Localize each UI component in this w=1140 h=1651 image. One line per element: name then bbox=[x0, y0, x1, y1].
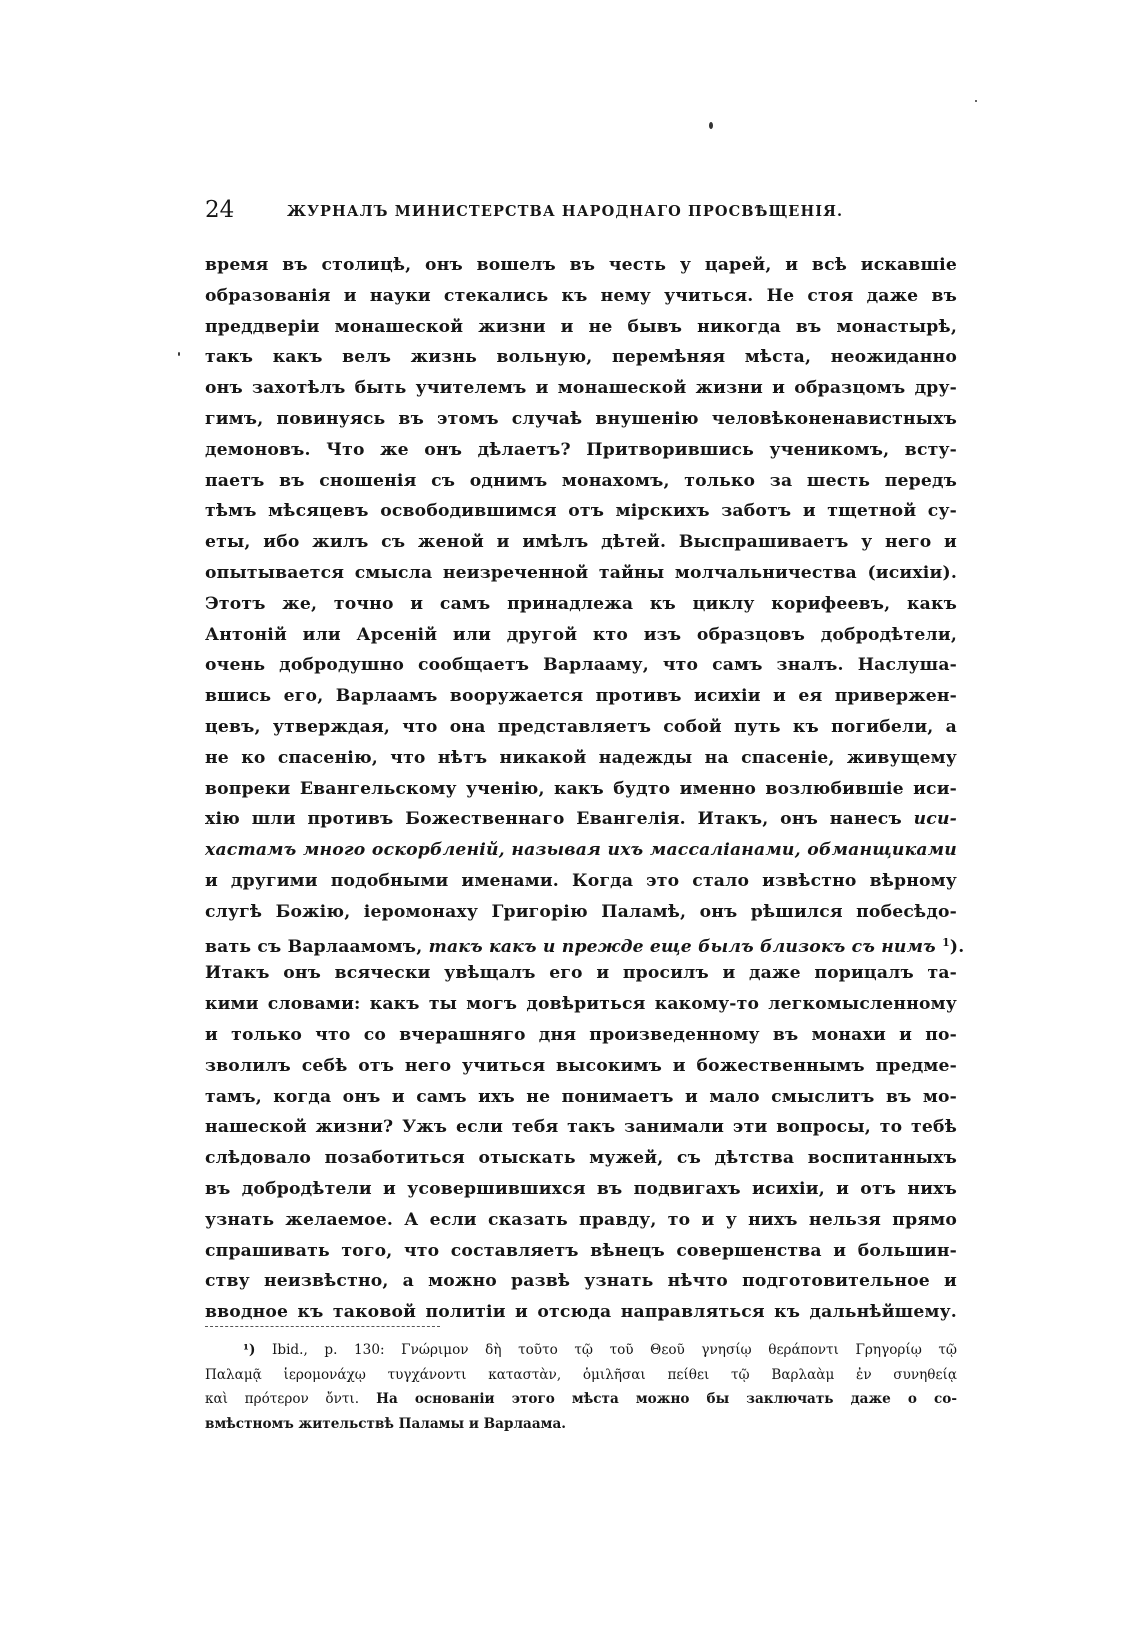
text-line: ству неизвѣстно, а можно развѣ узнать нѣчто подготовительное и bbox=[205, 1271, 957, 1292]
text-line: гимъ, повинуясь въ этомъ случаѣ внушенію человѣконенавистныхъ bbox=[205, 408, 957, 429]
page-header bbox=[205, 196, 957, 226]
text-line: тамъ, когда онъ и самъ ихъ не понимаетъ и мало смыслитъ въ мо- bbox=[205, 1086, 957, 1107]
text-line: еты, ибо жилъ съ женой и имѣлъ дѣтей. Выспрашиваетъ у него и bbox=[205, 532, 957, 553]
text-line: кими словами: какъ ты могъ довѣриться какому-то легкомысленному bbox=[205, 994, 957, 1015]
text-line: цевъ, утверждая, что она представляетъ собой путь къ погибели, а bbox=[205, 716, 957, 737]
text-segment: вать съ Варлаамомъ, bbox=[205, 936, 429, 957]
footnote-greek: καὶ πρότερον ὄντι. bbox=[205, 1391, 360, 1407]
text-line: такъ какъ велъ жизнь вольную, перемѣняя мѣста, неожиданно bbox=[205, 347, 957, 368]
running-head: ЖУРНАЛЪ МИНИСТЕРСТВА НАРОДНАГО ПРОСВѢЩЕНІЯ. bbox=[287, 203, 844, 220]
text-line: слѣдовало позаботиться отыскать мужей, съ дѣтства воспитанныхъ bbox=[205, 1148, 957, 1169]
text-line: узнать желаемое. А если сказать правду, то и у нихъ нельзя прямо bbox=[205, 1209, 957, 1230]
text-line: въ добродѣтели и усовершившихся въ подвигахъ исихіи, и отъ нихъ bbox=[205, 1178, 957, 1199]
footnote-line: Παλαμᾷ ἱερομονάχῳ τυγχάνοντι καταστὰν, ὁμιλῆσαι πείθει τῷ Βαρλαὰμ ἐν συνηθείᾳ bbox=[205, 1366, 957, 1383]
scan-speck bbox=[178, 352, 180, 356]
text-segment: ). bbox=[949, 936, 965, 957]
page-number: 24 bbox=[205, 197, 235, 223]
text-line: Итакъ онъ всячески увѣщалъ его и просилъ и даже порицалъ та- bbox=[205, 963, 957, 984]
scan-speck bbox=[975, 100, 977, 102]
main-text bbox=[205, 250, 965, 1328]
italic-phrase: хастамъ много оскорбленій, называя ихъ массаліанами, обманщиками bbox=[205, 840, 957, 861]
text-line: вводное къ таковой политіи и отсюда направляться къ дальнѣйшему. bbox=[205, 1302, 957, 1323]
text-line: и только что со вчерашняго дня произведенному въ монахи и по- bbox=[205, 1024, 957, 1045]
text-line: тѣмъ мѣсяцевъ освободившимся отъ мірскихъ заботъ и тщетной су- bbox=[205, 501, 957, 522]
text-line bbox=[205, 804, 957, 835]
text-line: слугѣ Божію, іеромонаху Григорію Паламѣ, онъ рѣшился побесѣдо- bbox=[205, 901, 957, 922]
text-line: нашеской жизни? Ужъ если тебя такъ занимали эти вопросы, то тебѣ bbox=[205, 1117, 957, 1138]
text-line bbox=[205, 928, 965, 959]
text-line: опытывается смысла неизреченной тайны молчальничества (исихіи). bbox=[205, 562, 957, 583]
footnote-russian: На основаніи этого мѣста можно бы заключать даже о со- bbox=[359, 1391, 957, 1407]
italic-phrase: иси- bbox=[913, 809, 957, 830]
italic-phrase: такъ какъ и прежде еще былъ близокъ съ нимъ bbox=[428, 936, 936, 957]
footnote-divider bbox=[205, 1326, 440, 1327]
text-line: Этотъ же, точно и самъ принадлежа къ циклу корифеевъ, какъ bbox=[205, 593, 957, 614]
footnote-line bbox=[205, 1338, 957, 1363]
text-line: время въ столицѣ, онъ вошелъ въ честь у царей, и всѣ искавшіе bbox=[205, 255, 957, 275]
text-line: преддверіи монашеской жизни и не бывъ никогда въ монастырѣ, bbox=[205, 316, 957, 337]
text-line: онъ захотѣлъ быть учителемъ и монашеской жизни и образцомъ дру- bbox=[205, 378, 957, 399]
text-line: вшись его, Варлаамъ вооружается противъ исихіи и ея привержен- bbox=[205, 686, 957, 707]
footnote-line bbox=[205, 1387, 957, 1412]
text-line: не ко спасенію, что нѣтъ никакой надежды на спасеніе, живущему bbox=[205, 747, 957, 768]
text-line-italic bbox=[205, 835, 957, 866]
scan-speck bbox=[709, 122, 713, 129]
text-line: зволилъ себѣ отъ него учиться высокимъ и божественнымъ предме- bbox=[205, 1055, 957, 1076]
text-line: образованія и науки стекались къ нему учиться. Не стоя даже въ bbox=[205, 285, 957, 306]
text-line: спрашивать того, что составляетъ вѣнецъ совершенства и большин- bbox=[205, 1240, 957, 1261]
text-line: паетъ въ сношенія съ однимъ монахомъ, только за шесть передъ bbox=[205, 470, 957, 491]
footnote-text: Ibid., p. 130: Γνώριμον δὴ τοῦτο τῷ τοῦ Θεοῦ γνησίῳ θεράποντι Γρηγορίῳ τῷ bbox=[272, 1342, 957, 1358]
footnote bbox=[205, 1338, 957, 1436]
text-line: и другими подобными именами. Когда это стало извѣстно вѣрному bbox=[205, 870, 957, 891]
footnote-reference[interactable]: 1 bbox=[942, 935, 950, 949]
text-line: вопреки Евангельскому ученію, какъ будто именно возлюбившіе иси- bbox=[205, 778, 957, 799]
text-line: очень добродушно сообщаетъ Варлааму, что самъ зналъ. Наслуша- bbox=[205, 655, 957, 676]
footnote-line: вмѣстномъ жительствѣ Паламы и Варлаама. bbox=[205, 1415, 566, 1432]
text-line: демоновъ. Что же онъ дѣлаетъ? Притворившись ученикомъ, всту- bbox=[205, 439, 957, 460]
text-segment: хію шли противъ Божественнаго Евангелія. Итакъ, онъ нанесъ bbox=[205, 809, 914, 830]
footnote-marker: ¹) bbox=[243, 1342, 256, 1358]
text-line: Антоній или Арсеній или другой кто изъ образцовъ добродѣтели, bbox=[205, 624, 957, 645]
